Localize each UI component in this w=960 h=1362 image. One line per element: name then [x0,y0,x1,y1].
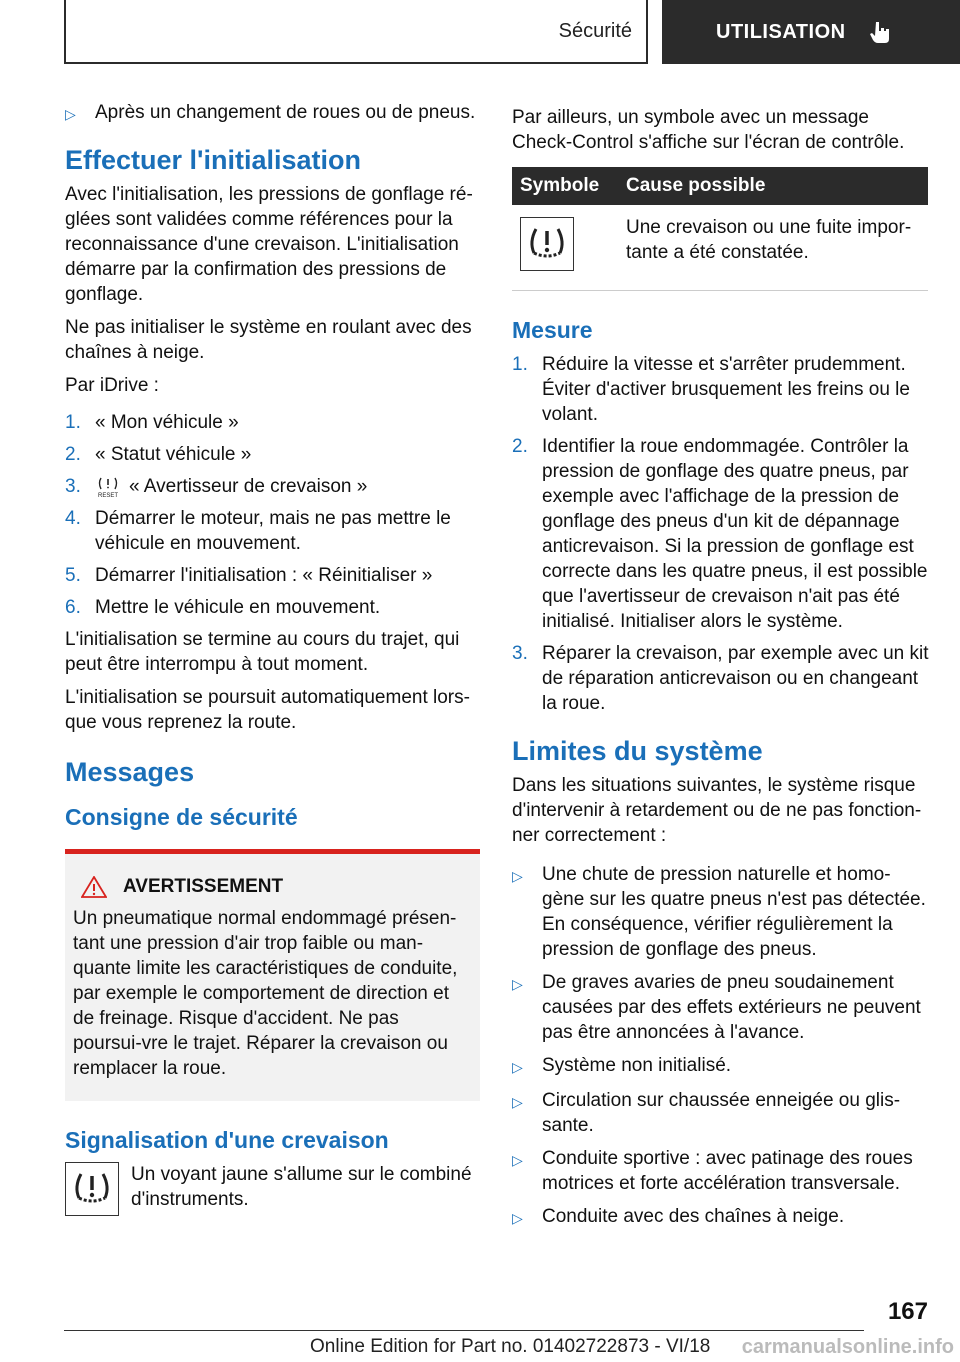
section-title: Sécurité [558,19,632,42]
step-item [65,506,480,556]
heading-messages: Messages [65,757,195,787]
step-number: 5. [65,565,81,586]
paragraph: Par iDrive : [65,375,159,396]
list-item-text: Après un changement de roues ou de pneus. [95,102,476,123]
heading-limits: Limites du système [512,736,763,766]
tire-pressure-warning-icon [65,1162,119,1216]
header-chapter [662,0,960,64]
paragraph: Ne pas initialiser le système en roulant avec des chaînes à neige. [65,317,472,363]
symbol-table [512,167,928,291]
step-text: Mettre le véhicule en mouvement. [95,597,381,618]
step-number: 1. [512,354,528,375]
triangle-bullet-icon: ▷ [512,868,523,884]
svg-text:RESET: RESET [97,492,119,498]
paragraph: L'initialisation se termine au cours du trajet, qui peut être interrompu à tout moment. [65,629,460,675]
step-item [512,434,930,634]
step-text: « Avertisseur de crevaison » [129,476,368,497]
step-number: 1. [65,412,81,433]
step-number: 2. [512,436,528,457]
triangle-bullet-icon: ▷ [512,1152,523,1168]
step-item [512,641,930,716]
footer-divider [64,1330,864,1331]
step-item [65,442,480,467]
step-item [65,474,480,499]
tire-pressure-warning-icon [520,217,574,271]
warning-box [65,849,480,1101]
paragraph: L'initialisation se poursuit automatiquement lors‐que vous reprenez la route. [65,687,470,733]
list-item [512,1053,930,1080]
watermark: carmanualsonline.info [741,1336,954,1358]
tire-reset-icon [95,476,121,498]
list-item [65,100,480,127]
warning-title: AVERTISSEMENT [123,876,284,897]
list-item-text: Une chute de pression naturelle et homo‐gène sur les quatre pneus n'est pas détectée. En conséquence, vérifier régulièrement la pression de gonflage des pneus. [542,864,926,960]
page-number: 167 [887,1298,928,1325]
step-item [65,563,480,588]
paragraph: Dans les situations suivantes, le système risque d'intervenir à retardement ou de ne pas fonction‐ner correctement : [512,775,922,846]
chapter-title: UTILISATION [716,20,846,43]
step-text: « Statut véhicule » [95,444,252,465]
list-item [512,1204,930,1231]
step-item [65,595,480,620]
list-item [512,1146,930,1196]
step-text: Réduire la vitesse et s'arrêter prudemment. Éviter d'activer brusquement les freins ou le volant. [542,354,910,425]
step-number: 3. [65,476,81,497]
paragraph: Par ailleurs, un symbole avec un message Check-Control s'affiche sur l'écran de contrôle. [512,107,905,153]
triangle-bullet-icon: ▷ [512,1094,523,1110]
step-item [512,352,930,427]
list-item-text: Conduite avec des chaînes à neige. [542,1206,845,1227]
step-text: Démarrer le moteur, mais ne pas mettre le véhicule en mouvement. [95,508,451,554]
list-item [512,862,930,962]
step-text: Démarrer l'initialisation : « Réinitialiser » [95,565,433,586]
heading-mesure: Mesure [512,317,593,343]
step-number: 3. [512,643,528,664]
list-item-text: De graves avaries de pneu soudainement causées par des effets extérieurs ne peuvent pas être annoncées à l'avance. [542,972,921,1043]
right-column [512,105,930,1239]
step-item [65,410,480,435]
table-row [512,205,928,291]
triangle-bullet-icon: ▷ [512,1210,523,1226]
left-column [65,100,480,1216]
warning-triangle-icon [81,876,107,898]
heading-signalisation: Signalisation d'une crevaison [65,1127,389,1153]
triangle-bullet-icon: ▷ [512,976,523,992]
list-item-text: Conduite sportive : avec patinage des roues motrices et forte accélération transversale. [542,1148,913,1194]
list-item-text: Circulation sur chaussée enneigée ou glis‐sante. [542,1090,901,1136]
table-cell-cause: Une crevaison ou une fuite impor‐tante a été constatée. [618,205,928,291]
table-header-cause: Cause possible [618,167,928,205]
step-number: 4. [65,508,81,529]
list-item [512,1088,930,1138]
header-section [64,0,648,64]
list-item [512,970,930,1045]
triangle-bullet-icon: ▷ [512,1059,523,1075]
warning-text: Un pneumatique normal endommagé présen‐tant une pression d'air trop faible ou man‐quante limite les caractéristiques de conduite, par exemple le comportement de direction et de freinage. Risque d'accident. Ne pas poursui‐vre le trajet. Réparer la crevaison ou remplacer la roue. [73,908,458,1079]
signal-row [65,1162,480,1216]
list-item-text: Système non initialisé. [542,1055,732,1076]
table-header-symbol: Symbole [512,167,618,205]
heading-initialisation: Effectuer l'initialisation [65,145,361,175]
hand-pointer-icon [868,19,894,45]
triangle-bullet-icon: ▷ [65,106,76,122]
signal-text: Un voyant jaune s'allume sur le combiné d'instruments. [131,1164,472,1210]
step-text: Réparer la crevaison, par exemple avec un kit de réparation anticrevaison ou en changeant la roue. [542,643,929,714]
step-text: Identifier la roue endommagée. Contrôler la pression de gonflage des quatre pneus, par exemple avec l'affichage de la pression de gonflage des pneus d'un kit de dépannage anticrevaison. Si la pression de gonflage est correcte dans les quatre pneus, il est possible que l'avertisseur de crevaison n'ait pas été initialisé. Initialiser alors le système. [542,436,928,632]
step-text: « Mon véhicule » [95,412,239,433]
footer-edition: Online Edition for Part no. 01402722873 - VI/18 [310,1336,711,1357]
step-number: 2. [65,444,81,465]
paragraph: Avec l'initialisation, les pressions de gonflage ré‐glées sont validées comme références pour la reconnaissance d'une crevaison. L'initialisation démarre par la confirmation des pressions de gonflage. [65,184,473,305]
step-number: 6. [65,597,81,618]
heading-safety: Consigne de sécurité [65,804,298,830]
